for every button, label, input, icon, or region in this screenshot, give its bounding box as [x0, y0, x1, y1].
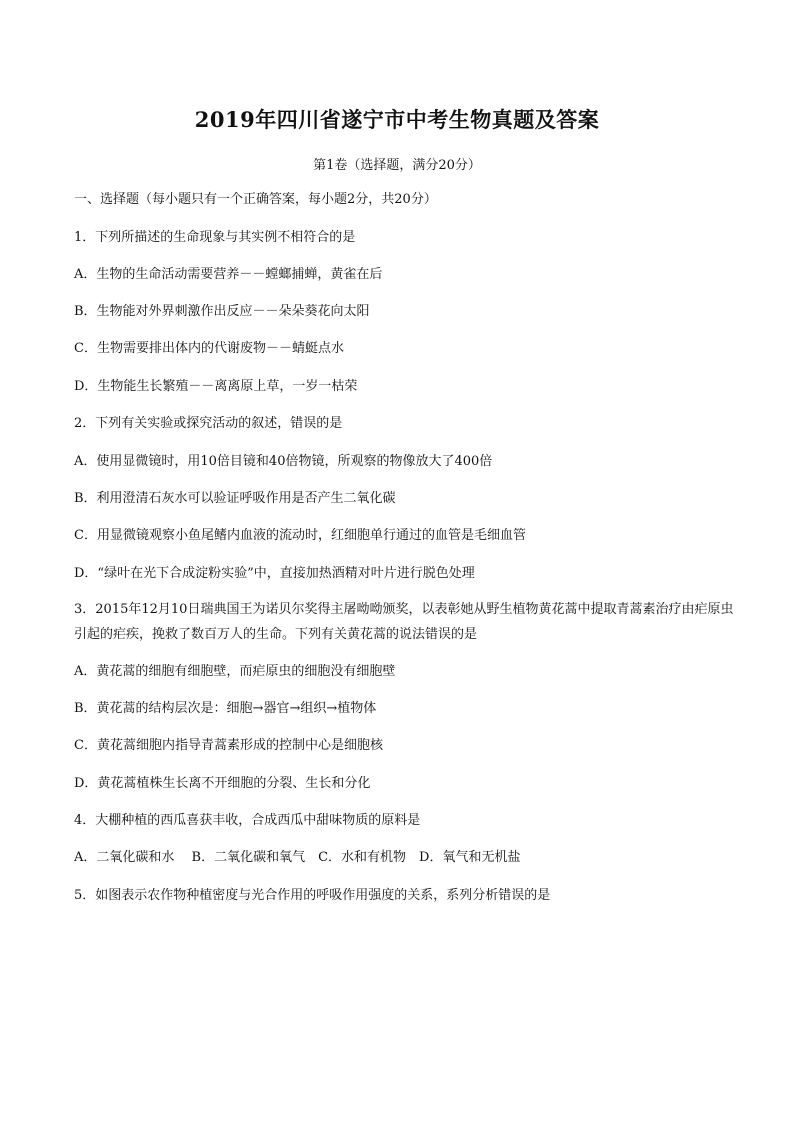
question-1-stem: 1．下列所描述的生命现象与其实例不相符合的是 — [74, 230, 356, 245]
question-2-option-a: A．使用显微镜时，用10倍目镜和40倍物镜，所观察的物像放大了400倍 — [74, 454, 493, 469]
question-2-option-c: C．用显微镜观察小鱼尾鳍内血液的流动时，红细胞单行通过的血管是毛细血管 — [74, 528, 526, 543]
question-1-option-b: B．生物能对外界刺激作出反应－－朵朵葵花向太阳 — [74, 304, 370, 319]
question-2-option-b: B．利用澄清石灰水可以验证呼吸作用是否产生二氧化碳 — [74, 491, 396, 506]
question-1-option-a: A．生物的生命活动需要营养－－螳螂捕蝉，黄雀在后 — [74, 267, 383, 282]
question-5-stem: 5．如图表示农作物种植密度与光合作用的呼吸作用强度的关系，系列分析错误的是 — [74, 888, 551, 903]
question-3-option-c: C．黄花蒿细胞内指导青蒿素形成的控制中心是细胞核 — [74, 738, 383, 753]
question-3-option-b: B．黄花蒿的结构层次是：细胞→器官→组织→植物体 — [74, 701, 377, 716]
question-3-stem: 3．2015年12月10日瑞典国王为诺贝尔奖得主屠呦呦颁奖，以表彰她从野生植物黄花蒿中提取青蒿素治疗由疟原虫引起的疟疾，挽救了数百万人的生命。下列有关黄花蒿的说法错误的是 — [74, 602, 734, 642]
question-3-option-d: D．黄花蒿植株生长离不开细胞的分裂、生长和分化 — [74, 776, 371, 791]
question-2-option-d: D．“绿叶在光下合成淀粉实验”中，直接加热酒精对叶片进行脱色处理 — [74, 566, 475, 581]
question-4-stem: 4．大棚种植的西瓜喜获丰收，合成西瓜中甜味物质的原料是 — [74, 813, 421, 828]
section-heading: 一、选择题（每小题只有一个正确答案，每小题2分，共20分） — [74, 192, 437, 207]
document-subtitle: 第1卷（选择题，满分20分） — [313, 158, 481, 173]
question-1-option-c: C．生物需要排出体内的代谢废物－－蜻蜓点水 — [74, 341, 344, 356]
question-3-option-a: A．黄花蒿的细胞有细胞壁，而疟原虫的细胞没有细胞壁 — [74, 664, 396, 679]
question-1-option-d: D．生物能生长繁殖－－离离原上草，一岁一枯荣 — [74, 379, 358, 394]
document-title: 2019年四川省遂宁市中考生物真题及答案 — [194, 107, 600, 132]
question-2-stem: 2．下列有关实验或探究活动的叙述，错误的是 — [74, 416, 343, 431]
question-4-options: A．二氧化碳和水 B．二氧化碳和氧气 C．水和有机物 D．氧气和无机盐 — [74, 850, 521, 865]
